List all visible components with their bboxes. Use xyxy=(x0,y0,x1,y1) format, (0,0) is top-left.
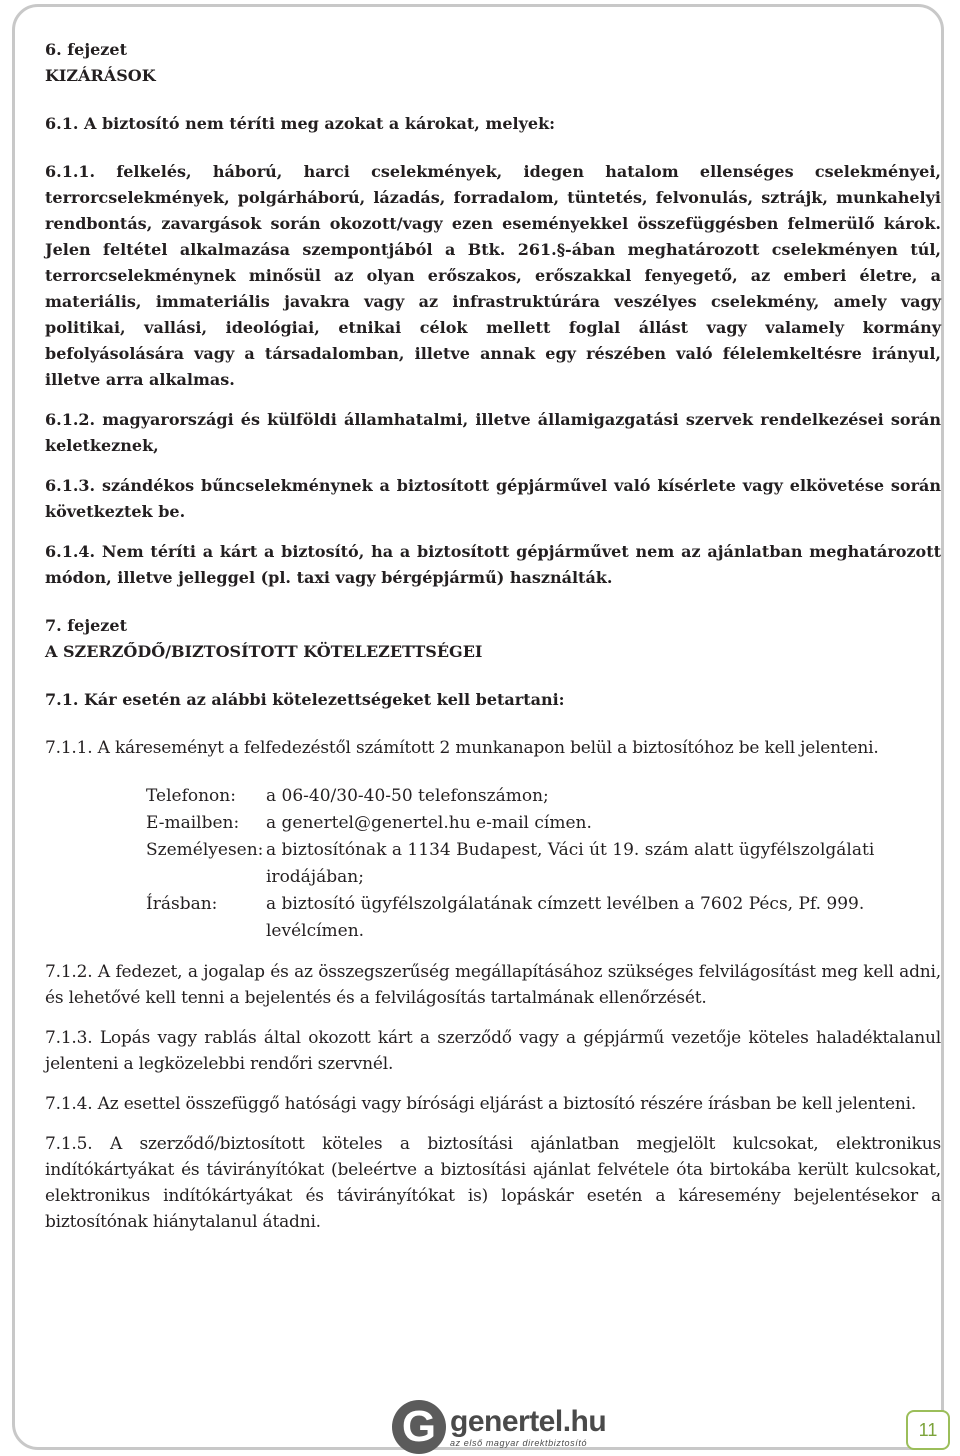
section-6-1-heading: 6.1. A biztosító nem téríti meg azokat a károkat, melyek: xyxy=(45,114,556,133)
contact-label-in-person: Személyesen: xyxy=(146,840,264,860)
item-6-1-3: 6.1.3. szándékos bűncselekménynek a biztosított gépjárművel való kísérlete vagy elkövetése során következtek be. xyxy=(45,476,941,521)
logo-tagline: az első magyar direktbiztosító xyxy=(450,1437,588,1448)
chapter-6-label: 6. fejezet xyxy=(45,40,127,59)
page-frame xyxy=(12,4,944,1450)
item-6-1-1: 6.1.1. felkelés, háború, harci cselekmények, idegen hatalom ellenséges cselekményei, terrorcselekmények, polgárháború, lázadás, forradalom, tüntetés, felvonulás, sztrájk, munkahelyi rendbontás, zavargások során okozott/vagy ezen eseményekkel összefüggésben felmerülő károk. Jelen feltétel alkalmazása szempontjából a Btk. 261.§-ában meghatározott cselekményen túl, terrorcselekménynek minősül az olyan erőszakos, erőszakkal fenyegető, az emberi életre, a materiális, immateriális javakra vagy az infrastruktúrára veszélyes cselekmény, amely vagy politikai, vallási, ideológiai, etnikai célok mellett foglal állást vagy valamely kormány befolyásolására vagy a társadalomban, illetve annak egy részében való félelemkeltésre irányul, illetve arra alkalmas. xyxy=(45,162,941,389)
document-body xyxy=(45,37,941,1235)
item-7-1-5: 7.1.5. A szerződő/biztosított köteles a biztosítási ajánlatban megjelölt kulcsokat, elektronikus indítókártyákat és távirányítókat (beleértve a biztosítási ajánlat felvétele óta birtokába került kulcsokat, elektronikus indítókártyákat és távirányítókat is) lopáskár esetén a káresemény bejelentésekor a biztosítónak hiánytalanul átadni. xyxy=(45,1134,941,1232)
item-7-1-2: 7.1.2. A fedezet, a jogalap és az összegszerűség megállapításához szükséges felvilágosítást meg kell adni, és lehetővé kell tenni a bejelentés és a felvilágosítás tartalmának ellenőrzését. xyxy=(45,962,941,1008)
item-6-1-4: 6.1.4. Nem téríti a kárt a biztosító, ha a biztosított gépjárművet nem az ajánlatban meghatározott módon, illetve jelleggel (pl. taxi vagy bérgépjármű) használták. xyxy=(45,542,941,587)
contact-label-email: E-mailben: xyxy=(146,813,240,833)
contact-value-phone: a 06-40/30-40-50 telefonszámon; xyxy=(266,786,549,806)
contact-value-written: a biztosító ügyfélszolgálatának címzett levélben a 7602 Pécs, Pf. 999. levélcímen. xyxy=(266,894,865,941)
chapter-7-label: 7. fejezet xyxy=(45,616,127,635)
item-7-1-1: 7.1.1. A káreseményt a felfedezéstől számított 2 munkanapon belül a biztosítóhoz be kell jelenteni. xyxy=(45,738,879,758)
genertel-g-icon: G xyxy=(392,1400,446,1454)
page-number: 11 xyxy=(906,1410,950,1450)
contact-row xyxy=(146,783,941,810)
contact-list xyxy=(146,783,941,945)
contact-row xyxy=(146,891,941,945)
contact-label-written: Írásban: xyxy=(146,894,218,914)
item-6-1-2: 6.1.2. magyarországi és külföldi államhatalmi, illetve államigazgatási szervek rendelkezései során keletkeznek, xyxy=(45,410,941,455)
contact-value-in-person: a biztosítónak a 1134 Budapest, Váci út 19. szám alatt ügyfélszolgálati irodájában; xyxy=(266,840,875,887)
contact-label-phone: Telefonon: xyxy=(146,786,236,806)
contact-value-email: a genertel@genertel.hu e-mail címen. xyxy=(266,813,592,833)
item-7-1-3: 7.1.3. Lopás vagy rablás által okozott kárt a szerződő vagy a gépjármű vezetője köteles haladéktalanul jelenteni a legközelebbi rendőri szervnél. xyxy=(45,1028,941,1074)
chapter-6-title: KIZÁRÁSOK xyxy=(45,66,156,85)
logo-name: genertel.hu xyxy=(450,1404,607,1438)
chapter-7-title: A SZERZŐDŐ/BIZTOSÍTOTT KÖTELEZETTSÉGEI xyxy=(45,642,483,661)
contact-row xyxy=(146,837,941,891)
contact-row xyxy=(146,810,941,837)
section-7-1-heading: 7.1. Kár esetén az alábbi kötelezettségeket kell betartani: xyxy=(45,690,565,709)
genertel-logo xyxy=(392,1400,606,1454)
item-7-1-4: 7.1.4. Az esettel összefüggő hatósági vagy bírósági eljárást a biztosító részére írásban be kell jelenteni. xyxy=(45,1094,917,1114)
